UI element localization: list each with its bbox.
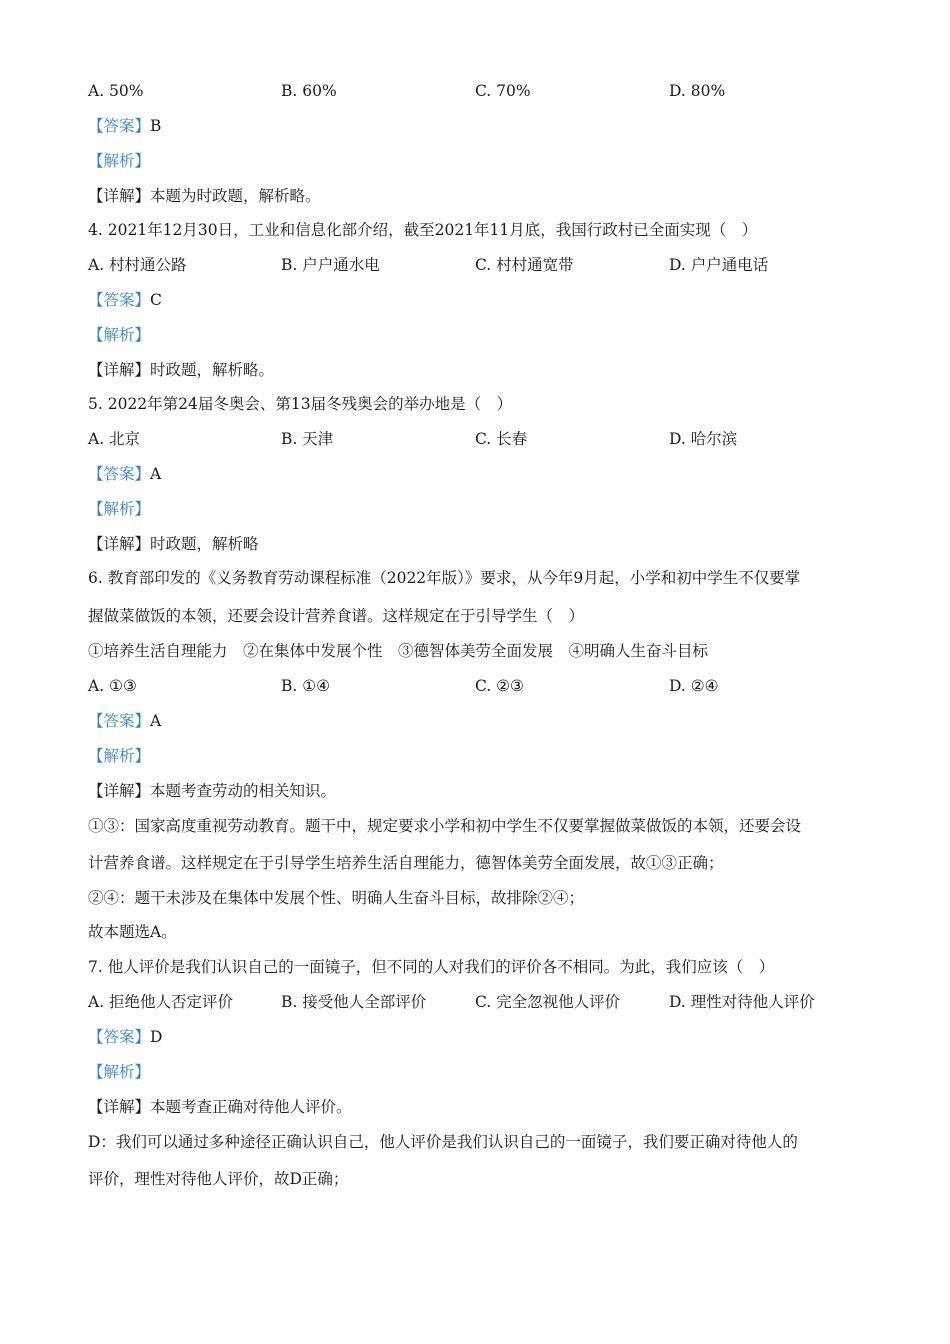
q3-answer xyxy=(88,115,161,137)
q5-option-a: A. 北京 xyxy=(88,430,141,448)
q7-option-c: C. 完全忽视他人评价 xyxy=(475,993,621,1011)
q7-answer xyxy=(88,1026,162,1048)
answer-value: A xyxy=(150,712,162,730)
q6-option-d: D. ②④ xyxy=(669,677,719,695)
q6-option-b: B. ①④ xyxy=(281,677,331,695)
q5-analysis-label: 【解析】 xyxy=(88,500,151,518)
q3-analysis-label: 【解析】 xyxy=(88,152,151,170)
answer-label: 【答案】 xyxy=(88,117,151,135)
q6-stem-line-2: 握做菜做饭的本领，还要会设计营养食谱。这样规定在于引导学生（ ） xyxy=(88,607,585,625)
q6-explain-line-3: ②④：题干未涉及在集体中发展个性、明确人生奋斗目标，故排除②④； xyxy=(88,889,585,907)
q6-answer xyxy=(88,710,161,732)
q3-option-c: C. 70% xyxy=(475,82,531,100)
answer-value: C xyxy=(150,291,162,309)
q4-option-c: C. 村村通宽带 xyxy=(475,256,574,274)
q7-explain-line-1: D：我们可以通过多种途径正确认识自己，他人评价是我们认识自己的一面镜子，我们要正确对待他人的 xyxy=(88,1133,798,1151)
answer-value: A xyxy=(150,465,162,483)
q7-option-a: A. 拒绝他人否定评价 xyxy=(88,993,234,1011)
q4-detail: 【详解】时政题，解析略。 xyxy=(88,361,275,379)
q3-option-d: D. 80% xyxy=(669,82,726,100)
q7-stem: 7. 他人评价是我们认识自己的一面镜子，但不同的人对我们的评价各不相同。为此，我们应该（ ） xyxy=(88,958,775,976)
q5-option-c: C. 长春 xyxy=(475,430,528,448)
answer-label: 【答案】 xyxy=(88,291,151,309)
answer-value: B xyxy=(150,117,162,135)
q6-option-a: A. ①③ xyxy=(88,677,137,695)
q4-option-a: A. 村村通公路 xyxy=(88,256,187,274)
q4-answer xyxy=(88,289,162,311)
q4-stem: 4. 2021年12月30日，工业和信息化部介绍，截至2021年11月底，我国行政村已全面实现（ ） xyxy=(88,221,758,239)
q3-option-a: A. 50% xyxy=(88,82,144,100)
q6-explain-line-1: ①③：国家高度重视劳动教育。题干中，规定要求小学和初中学生不仅要掌握做菜做饭的本领，还要会设 xyxy=(88,817,802,835)
q5-answer xyxy=(88,463,161,485)
q7-explain-line-2: 评价，理性对待他人评价，故D正确； xyxy=(88,1170,349,1188)
q5-stem: 5. 2022年第24届冬奥会、第13届冬残奥会的举办地是（ ） xyxy=(88,395,513,413)
answer-label: 【答案】 xyxy=(88,712,151,730)
answer-label: 【答案】 xyxy=(88,465,151,483)
answer-value: D xyxy=(150,1028,163,1046)
q7-detail: 【详解】本题考查正确对待他人评价。 xyxy=(88,1098,352,1116)
q4-analysis-label: 【解析】 xyxy=(88,326,151,344)
q6-detail: 【详解】本题考查劳动的相关知识。 xyxy=(88,782,337,800)
q4-option-b: B. 户户通水电 xyxy=(281,256,380,274)
q6-choices: ①培养生活自理能力 ②在集体中发展个性 ③德智体美劳全面发展 ④明确人生奋斗目标 xyxy=(88,642,709,660)
q5-detail: 【详解】时政题，解析略 xyxy=(88,535,259,553)
q4-option-d: D. 户户通电话 xyxy=(669,256,769,274)
answer-label: 【答案】 xyxy=(88,1028,151,1046)
q6-explain-line-2: 计营养食谱。这样规定在于引导学生培养生活自理能力，德智体美劳全面发展，故①③正确； xyxy=(88,854,724,872)
q6-stem-line-1: 6. 教育部印发的《义务教育劳动课程标准（2022年版）》要求，从今年9月起，小学和初中学生不仅要掌 xyxy=(88,569,801,587)
q5-option-d: D. 哈尔滨 xyxy=(669,430,738,448)
q6-analysis-label: 【解析】 xyxy=(88,747,151,765)
q3-detail: 【详解】本题为时政题，解析略。 xyxy=(88,187,321,205)
q6-option-c: C. ②③ xyxy=(475,677,524,695)
q7-analysis-label: 【解析】 xyxy=(88,1063,151,1081)
q7-option-d: D. 理性对待他人评价 xyxy=(669,993,815,1011)
q5-option-b: B. 天津 xyxy=(281,430,334,448)
q3-option-b: B. 60% xyxy=(281,82,337,100)
q6-conclusion: 故本题选A。 xyxy=(88,923,177,941)
q7-option-b: B. 接受他人全部评价 xyxy=(281,993,427,1011)
